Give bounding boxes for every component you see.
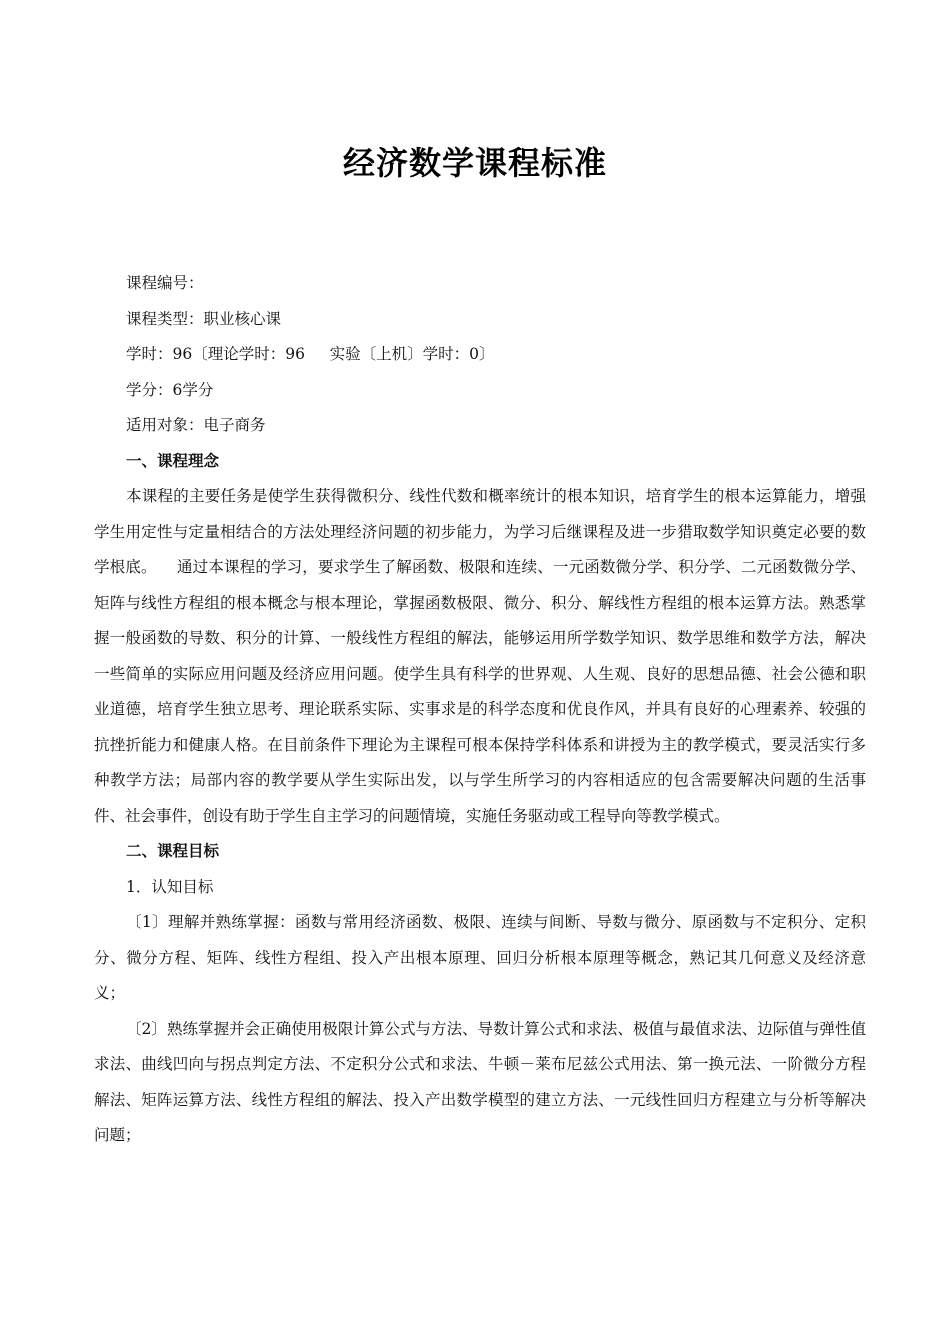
subheading-cognitive-goals: 1．认知目标 [126,877,214,896]
objective-item-2: 〔2〕熟练掌握并会正确使用极限计算公式与方法、导数计算公式和求法、极值与最值求法、边际值与弹性值求法、曲线凹向与拐点判定方法、不定积分公式和求法、牛顿－莱布尼兹公式用法、第一换元法、一阶微分方程解法、矩阵运算方法、线性方程组的解法、投入产出数学模型的建立方法、一元线性回归方程建立与分析等解决问题； [94,1019,866,1144]
course-hours: 学时：96〔理论学时：96 实验〔上机〕学时：0〕 [126,345,495,363]
course-code: 课程编号： [126,274,204,292]
objective-item-1: 〔1〕理解并熟练掌握：函数与常用经济函数、极限、连续与间断、导数与微分、原函数与不定积分、定积分、微分方程、矩阵、线性方程组、投入产出根本原理、回归分析根本原理等概念，熟记其几何意义及经济意义； [94,913,866,1002]
course-type: 课程类型：职业核心课 [126,309,282,328]
document-title: 经济数学课程标准 [342,144,607,182]
document-body [94,266,866,1154]
section-heading-philosophy: 一、课程理念 [126,451,220,470]
section-paragraph-philosophy: 本课程的主要任务是使学生获得微积分、线性代数和概率统计的根本知识，培育学生的根本运算能力，增强学生用定性与定量相结合的方法处理经济问题的初步能力，为学习后继课程及进一步猎取数学知识奠定必要的数学根底。 通过本课程的学习，要求学生了解函数、极限和连续、一元函数微分学、积分学、二元函数微分学、矩阵与线性方程组的根本概念与根本理论，掌握函数极限、微分、积分、解线性方程组的根本运算方法。熟悉掌握一般函数的导数、积分的计算、一般线性方程组的解法，能够运用所学数学知识、数学思维和数学方法，解决一些简单的实际应用问题及经济应用问题。使学生具有科学的世界观、人生观、良好的思想品德、社会公德和职业道德，培育学生独立思考、理论联系实际、实事求是的科学态度和优良作风，并具有良好的心理素养、较强的抗挫折能力和健康人格。在目前条件下理论为主课程可根本保持学科体系和讲授为主的教学模式，要灵活实行多种教学方法；局部内容的教学要从学生实际出发，以与学生所学习的内容相适应的包含需要解决问题的生活事件、社会事件，创设有助于学生自主学习的问题情境，实施任务驱动或工程导向等教学模式。 [94,487,866,825]
course-credits: 学分：6学分 [126,380,214,399]
section-heading-objectives: 二、课程目标 [126,842,220,860]
course-audience: 适用对象：电子商务 [126,416,266,434]
